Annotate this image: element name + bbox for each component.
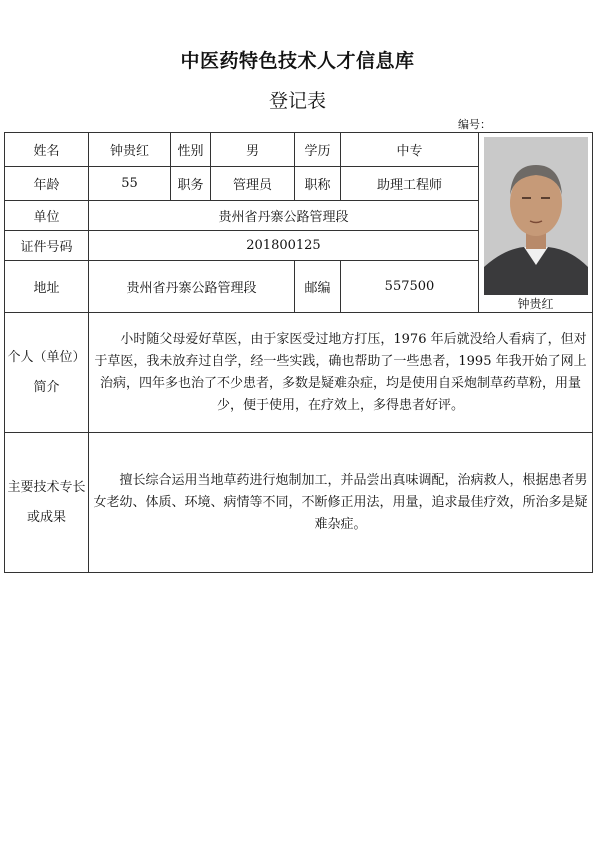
row-basic-info: [5, 133, 593, 167]
photo-caption: 钟贵红: [517, 297, 554, 311]
address-value: 贵州省丹寨公路管理段: [89, 261, 295, 313]
intro-text: 小时随父母爱好草医，由于家医受过地方打压，1976 年后就没给人看病了，但对于草医，我未放弃过自学，经一些实践，确也帮助了一些患者，1995 年我开始了网上治病，四年多也治了不少患者，多数是疑难杂症，均是使用自采炮制草药草粉，用量少，便于使用，在疗效上，多得患者好评。: [89, 313, 593, 433]
title-label: 职称: [295, 167, 341, 201]
education-label: 学历: [295, 133, 341, 167]
postcode-label: 邮编: [295, 261, 341, 313]
row-skills: [5, 433, 593, 573]
gender-value: 男: [211, 133, 295, 167]
title-value: 助理工程师: [341, 167, 479, 201]
postcode-value: 557500: [341, 261, 479, 313]
skills-label: 主要技术专长或成果: [5, 433, 89, 573]
unit-value: 贵州省丹寨公路管理段: [89, 201, 479, 231]
name-value: 钟贵红: [89, 133, 171, 167]
age-label: 年龄: [5, 167, 89, 201]
serial-number-label: 编号：: [458, 118, 491, 131]
page-title: 中医药特色技术人才信息库: [180, 50, 415, 72]
portrait-photo: [484, 137, 588, 295]
id-number-value: 201800125: [89, 231, 479, 261]
address-label: 地址: [5, 261, 89, 313]
name-label: 姓名: [5, 133, 89, 167]
skills-text: 擅长综合运用当地草药进行炮制加工，并品尝出真味调配，治病救人，根据患者男女老幼、体质、环境、病情等不同，不断修正用法，用量，追求最佳疗效，所治多是疑难杂症。: [89, 433, 593, 573]
education-value: 中专: [341, 133, 479, 167]
row-personal-intro: [5, 313, 593, 433]
position-value: 管理员: [211, 167, 295, 201]
age-value: 55: [89, 167, 171, 201]
unit-label: 单位: [5, 201, 89, 231]
intro-label: 个人（单位）简介: [5, 313, 89, 433]
gender-label: 性别: [171, 133, 211, 167]
registration-table: [4, 132, 593, 573]
id-number-label: 证件号码: [5, 231, 89, 261]
photo-cell: [479, 133, 593, 313]
form-subtitle: 登记表: [268, 90, 326, 112]
position-label: 职务: [171, 167, 211, 201]
